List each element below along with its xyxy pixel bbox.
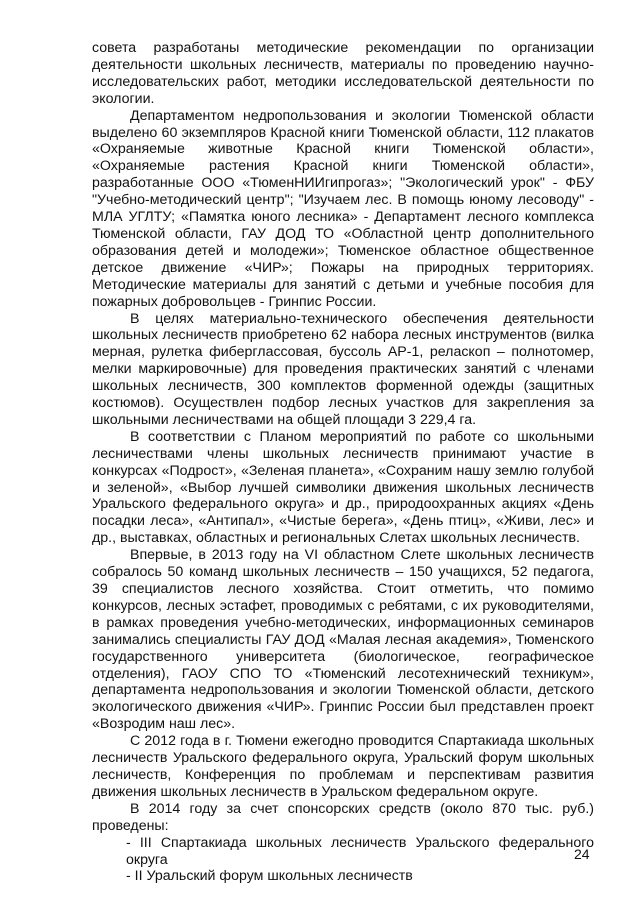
list-item: - III Спартакиада школьных лесничеств Уральского федерального округа — [126, 834, 594, 868]
paragraph: Департаментом недропользования и экологии Тюменской области выделено 60 экземпляров Красной книги Тюменской области, 112 плакатов «Охраняемые животные Красной книги Тюменской области», «Охраняемые растения Красной книги Тюменской области», разработанные ООО «ТюменНИИгипрогаз»; "Экологический урок" - ФБУ "Учебно-методический центр"; "Изучаем лес. В помощь юному лесоводу" - МЛА УГЛТУ; «Памятка юного лесника» - Департамент лесного комплекса Тюменской области, ГАУ ДОД ТО «Областной центр дополнительного образования детей и молодежи»; Тюменское областное общественное детское движение «ЧИР»; Пожары на природных территориях. Методические материалы для занятий с детьми и учебные пособия для пожарных добровольцев - Гринпис России. — [92, 107, 594, 310]
list-item: - II Уральский форум школьных лесничеств — [126, 868, 413, 885]
paragraph: В целях материально-технического обеспечения деятельности школьных лесничеств приобретено 62 набора лесных инструментов (вилка мерная, рулетка фибергласcовая, буссоль АР-1, реласкоп – полнотомер, мелки маркировочные) для проведения практических занятий с членами школьных лесничеств, 300 комплектов форменной одежды (защитных костюмов). Осуществлен подбор лесных участков для закрепления за школьными лесничествами на общей площади 3 229,4 га. — [92, 310, 594, 428]
paragraph: С 2012 года в г. Тюмени ежегодно проводится Спартакиада школьных лесничеств Уральского федерального округа, Уральский форум школьных лесничеств, Конференция по проблемам и перспективам развития движения школьных лесничеств в Уральском федеральном округе. — [92, 733, 594, 800]
paragraph: Впервые, в 2013 году на VI областном Слете школьных лесничеств собралось 50 команд школьных лесничеств – 150 учащихся, 52 педагога, 39 специалистов лесного хозяйства. Стоит отметить, что помимо конкурсов, лесных эстафет, проводимых с ребятами, с их руководителями, в рамках проведения учебно-методических, информационных семинаров занимались специалисты ГАУ ДОД «Малая лесная академия», Тюменского государственного университета (биологическое, географическое отделения), ГАОУ СПО ТО «Тюменский лесотехнический техникум», департамента недропользования и экологии Тюменской области, детского экологического движения «ЧИР». Гринпис России был представлен проект «Возродим наш лес». — [92, 547, 594, 733]
paragraph: совета разработаны методические рекомендации по организации деятельности школьных лесничеств, материалы по проведению научно-исследовательских работ, методики исследовательской деятельности по экологии. — [92, 40, 594, 107]
paragraph: В соответствии с Планом мероприятий по работе со школьными лесничествами члены школьных лесничеств принимают участие в конкурсах «Подрост», «Зеленая планета», «Сохраним нашу землю голубой и зеленой», «Выбор лучшей символики движения школьных лесничеств Уральского федерального округа» и др., природоохранных акциях «День посадки леса», «Антипал», «Чистые берега», «День птиц», «Живи, лес» и др., выставках, областных и региональных Слетах школьных лесничеств. — [92, 428, 594, 547]
paragraph: В 2014 году за счет спонсорских средств (около 870 тыс. руб.) проведены: — [92, 800, 594, 834]
document-body — [92, 40, 594, 885]
page-number: 24 — [574, 846, 590, 862]
